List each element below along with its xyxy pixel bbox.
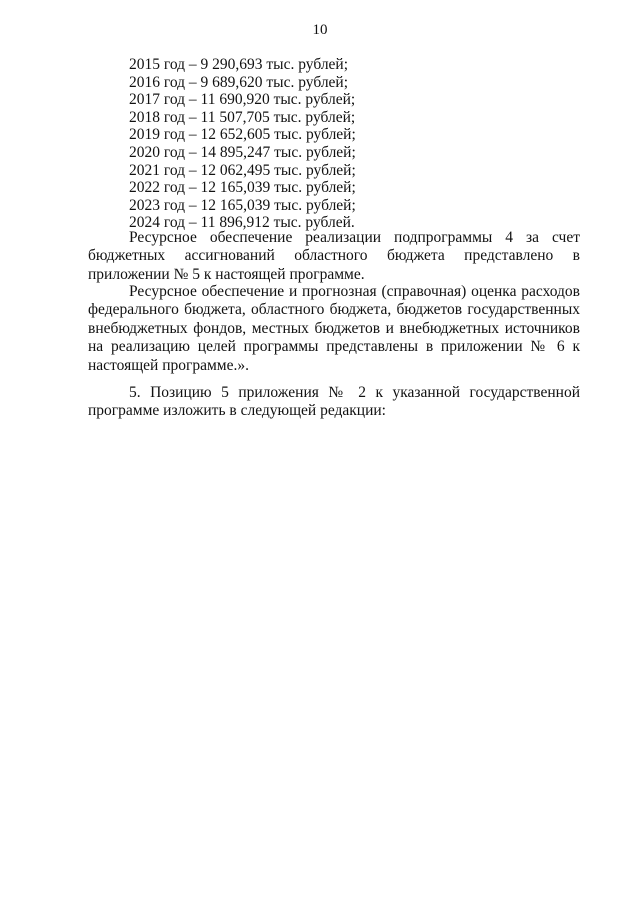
funding-year-2020: 2020 год – 14 895,247 тыс. рублей; <box>129 143 356 161</box>
funding-year-2023: 2023 год – 12 165,039 тыс. рублей; <box>129 196 356 214</box>
funding-by-year-list <box>129 56 356 232</box>
funding-year-2015: 2015 год – 9 290,693 тыс. рублей; <box>129 56 349 73</box>
funding-year-2018: 2018 год – 11 507,705 тыс. рублей; <box>129 108 356 126</box>
funding-year-2019: 2019 год – 12 652,605 тыс. рублей; <box>129 126 356 144</box>
page-number: 10 <box>312 22 328 38</box>
funding-year-2016: 2016 год – 9 689,620 тыс. рублей; <box>129 73 349 91</box>
funding-year-2021: 2021 год – 12 062,495 тыс. рублей; <box>129 161 356 179</box>
funding-year-2017: 2017 год – 11 690,920 тыс. рублей; <box>129 91 356 109</box>
paragraph-amendment-5: 5. Позицию 5 приложения № 2 к указанной государственной программе изложить в следующей редакции: <box>88 384 580 420</box>
funding-year-2022: 2022 год – 12 165,039 тыс. рублей; <box>129 179 356 197</box>
funding-year-2024: 2024 год – 11 896,912 тыс. рублей. <box>129 214 355 232</box>
paragraph-subprogram-4-funding: Ресурсное обеспечение реализации подпрограммы 4 за счет бюджетных ассигнований областного бюджета представлено в приложении № 5 к настоящей программе. <box>88 229 580 283</box>
paragraph-program-funding-estimate: Ресурсное обеспечение и прогнозная (справочная) оценка расходов федерального бюджета, областного бюджета, бюджетов государственных внебюджетных фондов, местных бюджетов и внебюджетных источников на реализацию целей программы представлены в приложении № 6 к настоящей программе.». <box>88 283 580 374</box>
